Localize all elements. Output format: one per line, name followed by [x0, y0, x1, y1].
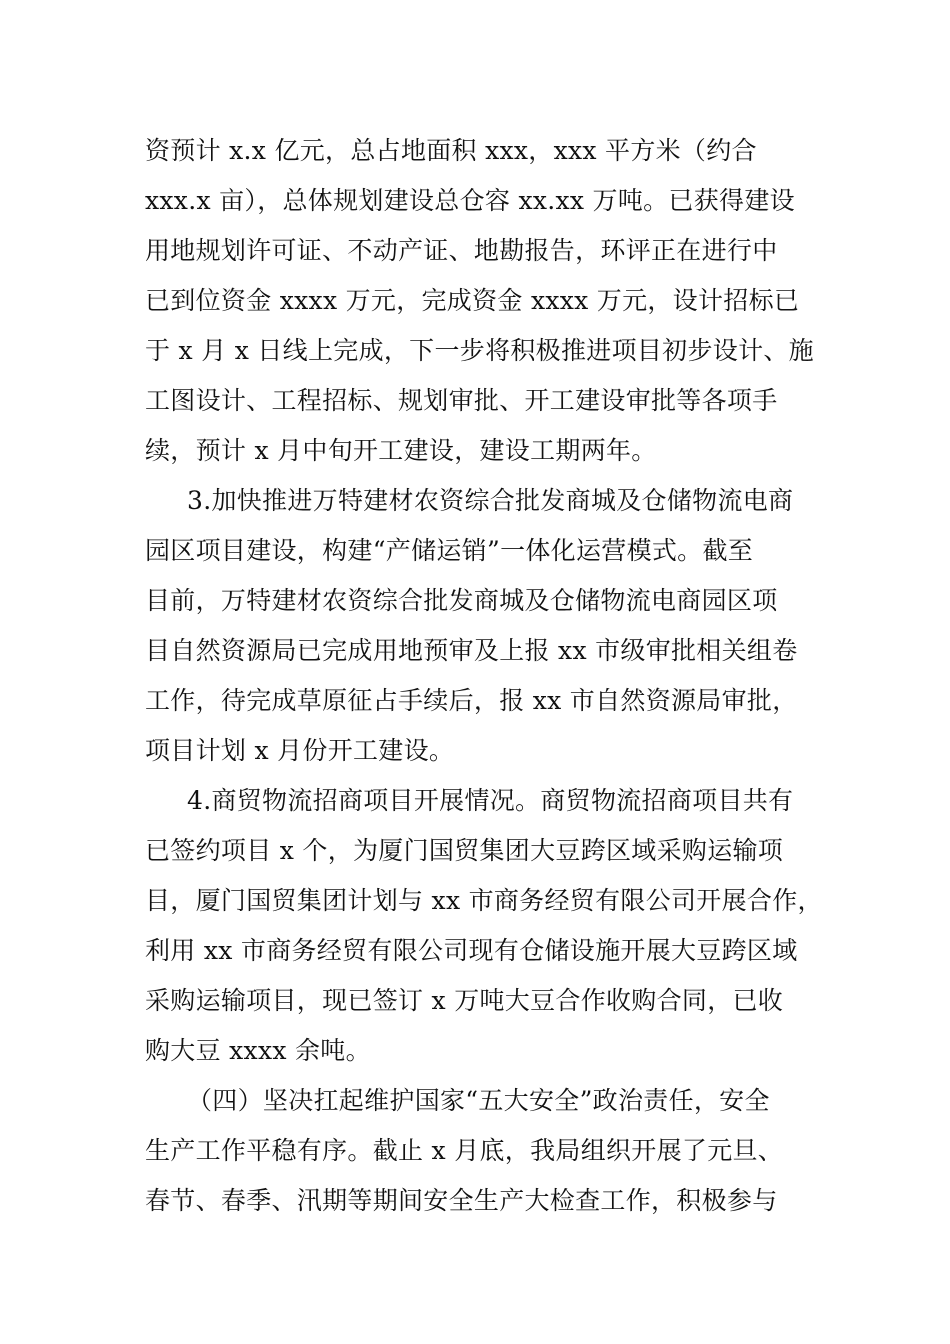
text-line: 项目计划 x 月份开工建设。: [145, 736, 455, 765]
text-line: 已签约项目 x 个，为厦门国贸集团大豆跨区域采购运输项: [145, 836, 784, 865]
text-line: 已到位资金 xxxx 万元，完成资金 xxxx 万元，设计招标已: [145, 286, 800, 315]
text-line: 4.商贸物流招商项目开展情况。商贸物流招商项目共有: [187, 786, 794, 815]
text-line: 用地规划许可证、不动产证、地勘报告，环评正在进行中: [145, 236, 778, 265]
text-line: 采购运输项目，现已签订 x 万吨大豆合作收购合同，已收: [145, 986, 784, 1015]
text-line: 生产工作平稳有序。截止 x 月底，我局组织开展了元旦、: [145, 1136, 784, 1165]
text-line: 春节、春季、汛期等期间安全生产大检查工作，积极参与: [145, 1186, 778, 1215]
text-line: （四）坚决扛起维护国家“五大安全”政治责任，安全: [187, 1086, 770, 1115]
text-line: 续，预计 x 月中旬开工建设，建设工期两年。: [145, 436, 657, 465]
text-line: 工图设计、工程招标、规划审批、开工建设审批等各项手: [145, 386, 778, 415]
text-line: 资预计 x.x 亿元，总占地面积 xxx，xxx 平方米（约合: [145, 136, 757, 165]
paragraph-3: [145, 776, 825, 1076]
text-line: 目自然资源局已完成用地预审及上报 xx 市级审批相关组卷: [145, 636, 798, 665]
text-line: 于 x 月 x 日线上完成，下一步将积极推进项目初步设计、施: [145, 336, 814, 365]
text-line: 购大豆 xxxx 余吨。: [145, 1036, 371, 1065]
document-body: [145, 126, 825, 1226]
text-line: 工作，待完成草原征占手续后，报 xx 市自然资源局审批，: [145, 686, 798, 715]
paragraph-2: [145, 476, 825, 776]
paragraph-4: [145, 1076, 825, 1226]
paragraph-1: [145, 126, 825, 476]
text-line: 目前，万特建材农资综合批发商城及仓储物流电商园区项: [145, 586, 778, 615]
text-line: 利用 xx 市商务经贸有限公司现有仓储设施开展大豆跨区域: [145, 936, 798, 965]
text-line: 园区项目建设，构建“产储运销”一体化运营模式。截至: [145, 536, 754, 565]
text-line: xxx.x 亩），总体规划建设总仓容 xx.xx 万吨。已获得建设: [145, 186, 795, 215]
text-line: 3.加快推进万特建材农资综合批发商城及仓储物流电商: [187, 486, 794, 515]
text-line: 目，厦门国贸集团计划与 xx 市商务经贸有限公司开展合作，: [145, 886, 823, 915]
